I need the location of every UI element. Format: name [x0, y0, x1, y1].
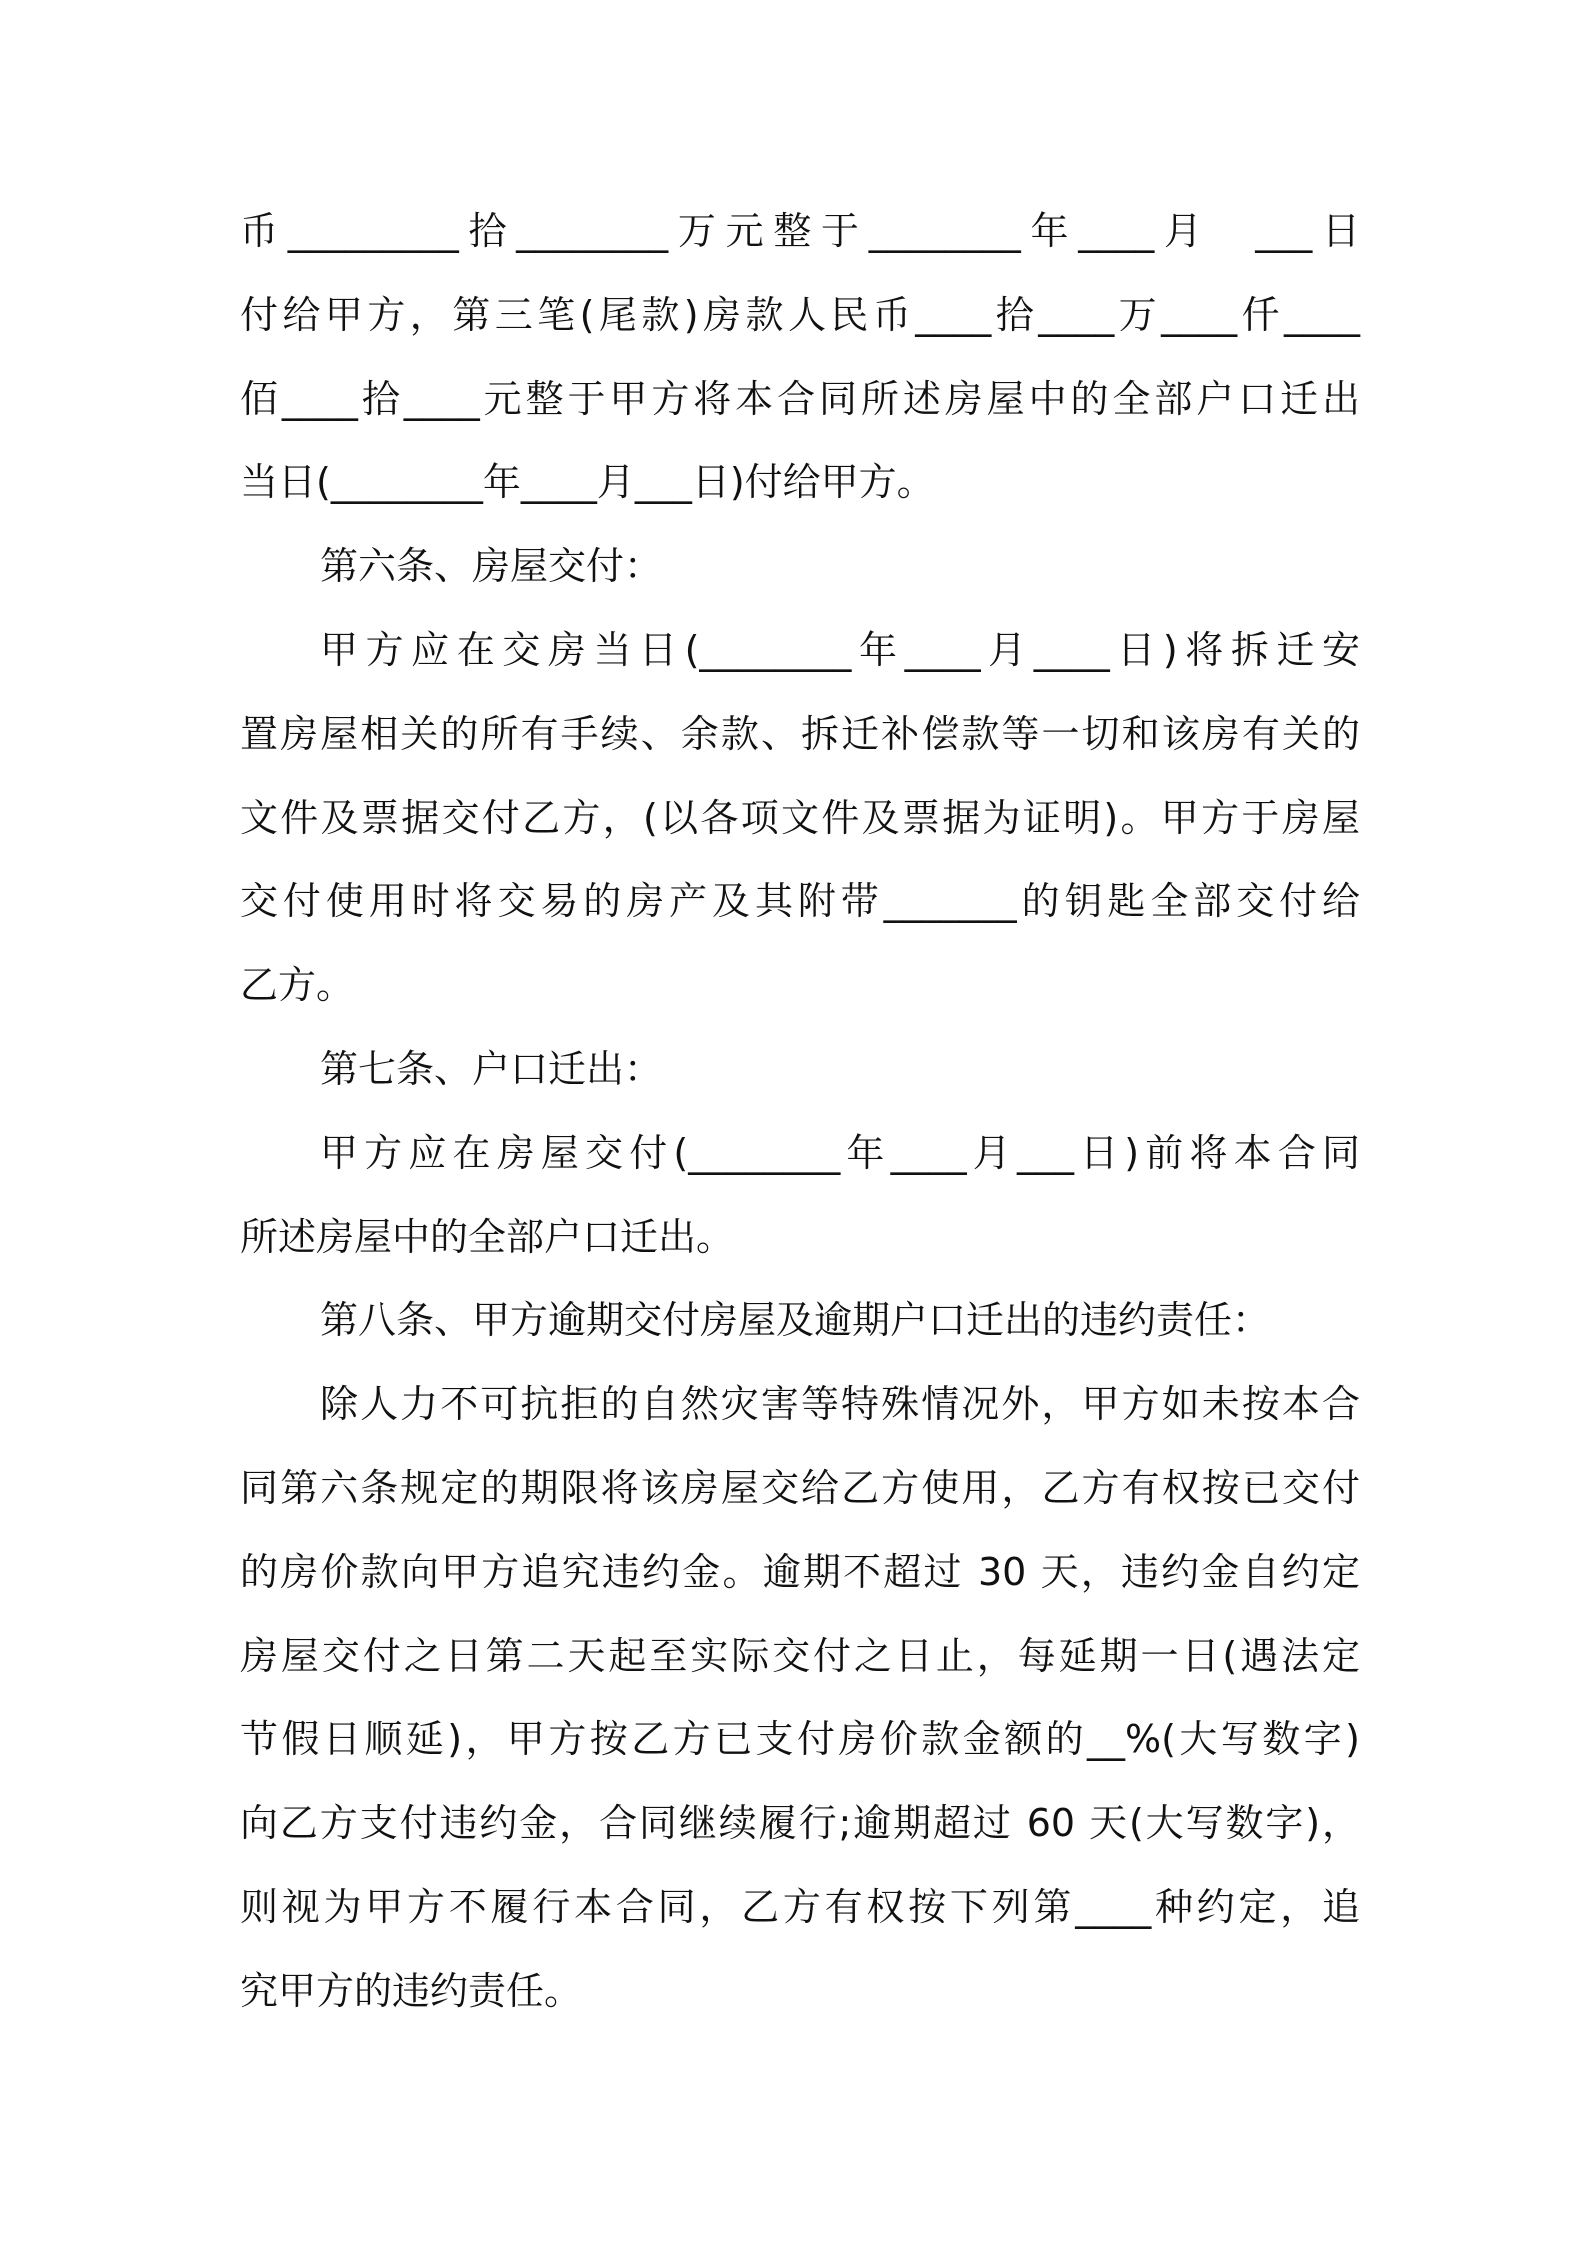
text-line: 乙方。	[240, 963, 355, 1008]
text-line: 所述房屋中的全部户口迁出。	[240, 1214, 735, 1259]
text-line: 房屋交付之日第二天起至实际交付之日止，每延期一日(遇法定	[240, 1633, 1360, 1678]
text-line: 则视为甲方不履行本合同，乙方有权按下列第____种约定，追	[240, 1884, 1360, 1929]
text-line: 置房屋相关的所有手续、余款、拆迁补偿款等一切和该房有关的	[240, 711, 1360, 756]
section-heading: 第六条、房屋交付：	[320, 544, 663, 589]
text-line: 的房价款向甲方追究违约金。逾期不超过 30 天，违约金自约定	[240, 1549, 1360, 1594]
section-heading: 第八条、甲方逾期交付房屋及逾期户口迁出的违约责任：	[320, 1298, 1271, 1343]
text-line: 当日(________年____月___日)付给甲方。	[240, 460, 935, 505]
text-line: 同第六条规定的期限将该房屋交给乙方使用，乙方有权按已交付	[240, 1465, 1360, 1510]
text-line: 向乙方支付违约金，合同继续履行;逾期超过 60 天(大写数字)，	[240, 1801, 1360, 1846]
text-line: 文件及票据交付乙方，(以各项文件及票据为证明)。甲方于房屋	[240, 795, 1360, 840]
text-line: 交付使用时将交易的房产及其附带_______的钥匙全部交付给	[240, 879, 1360, 924]
contract-page	[240, 190, 1360, 2034]
text-line: 甲方应在交房当日(________年____月____日)将拆迁安	[320, 627, 1360, 672]
text-line: 付给甲方，第三笔(尾款)房款人民币____拾____万____仟____	[240, 292, 1360, 337]
text-line: 佰____拾____元整于甲方将本合同所述房屋中的全部户口迁出	[240, 376, 1360, 421]
text-line: 节假日顺延)，甲方按乙方已支付房价款金额的__%(大写数字)	[240, 1717, 1360, 1762]
section-heading: 第七条、户口迁出：	[320, 1046, 663, 1091]
text-line: 究甲方的违约责任。	[240, 1968, 583, 2013]
text-line: 甲方应在房屋交付(________年____月___日)前将本合同	[320, 1130, 1360, 1175]
text-line: 除人力不可抗拒的自然灾害等特殊情况外，甲方如未按本合	[320, 1382, 1360, 1427]
text-line: 币_________拾________万元整于________年____月 ___日	[240, 209, 1360, 253]
